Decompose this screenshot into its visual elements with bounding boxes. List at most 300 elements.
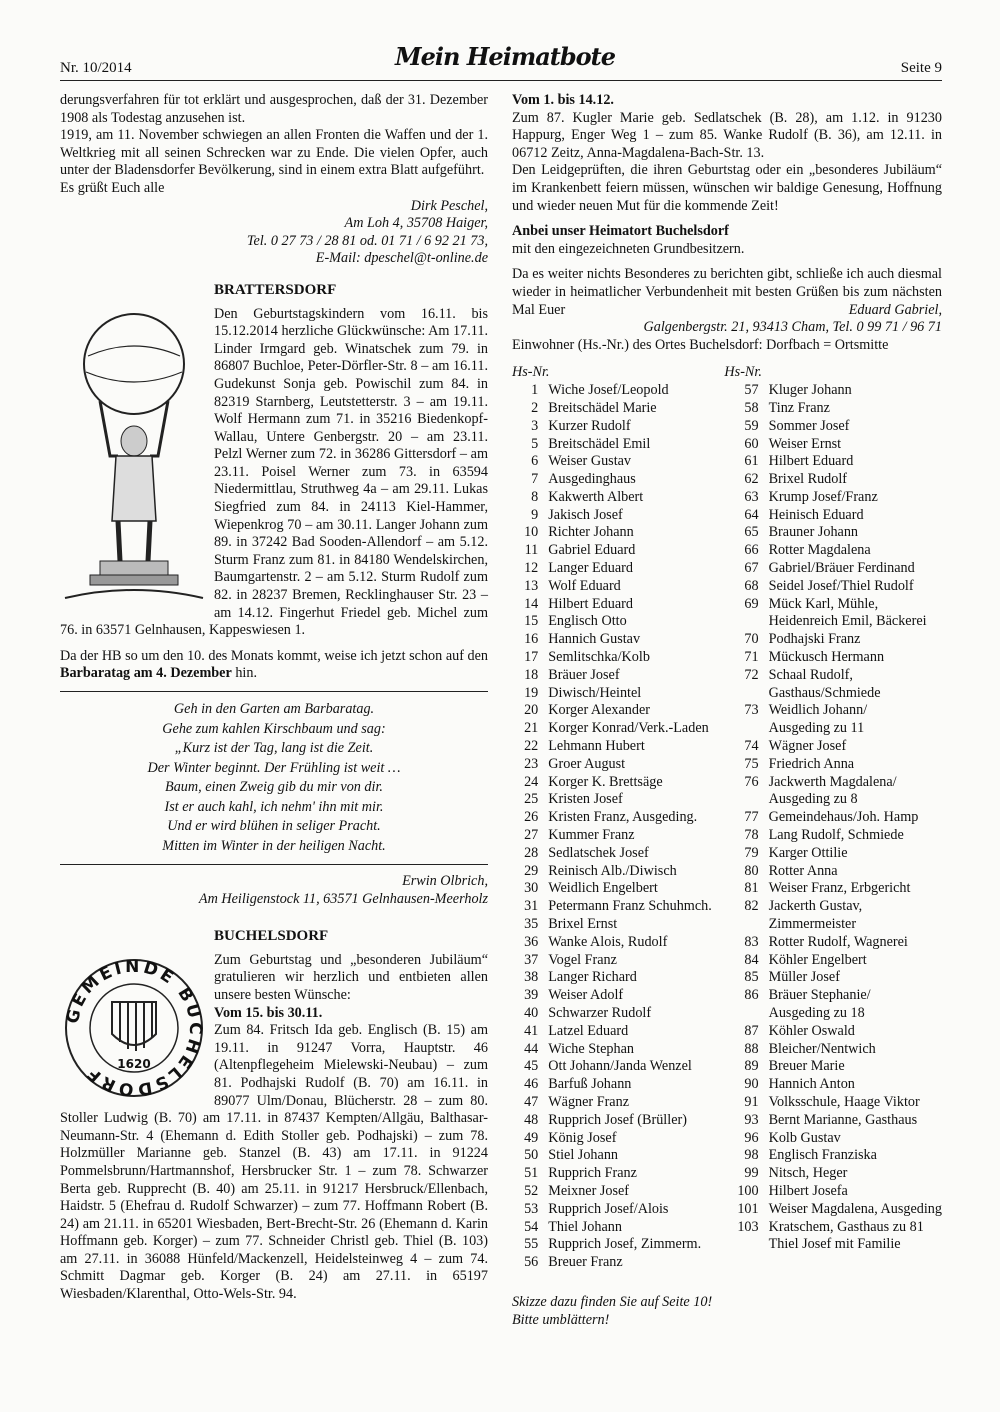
buchelsdorf-range-december: Vom 1. bis 14.12. [512, 92, 614, 108]
house-number-left: 26 [524, 809, 539, 826]
resident-left: Jakisch Josef [548, 506, 623, 523]
table-row [512, 524, 942, 542]
house-number-right: 80 [744, 862, 759, 879]
table-row [512, 809, 942, 827]
house-number-right: 57 [744, 382, 759, 399]
resident-right: Jackwerth Magdalena/ [768, 773, 897, 790]
resident-left: Rupprich Franz [548, 1165, 637, 1182]
resident-right: Schaal Rudolf, [768, 666, 853, 683]
house-number-right [724, 613, 768, 631]
house-number-right: 65 [744, 524, 759, 541]
resident-left: König Josef [548, 1129, 617, 1146]
resident-right: Kolb Gustav [768, 1129, 841, 1146]
resident-left: Kummer Franz [548, 827, 635, 844]
table-row [512, 489, 942, 507]
resident-left: Lehmann Hubert [548, 738, 645, 755]
table-row [512, 1147, 942, 1165]
house-number-right: 60 [744, 435, 759, 452]
house-number-left: 3 [531, 417, 539, 434]
poem-line: Geh in den Garten am Barbaratag. [173, 701, 375, 717]
house-number-left: 27 [524, 827, 539, 844]
house-number-right: 73 [744, 702, 759, 719]
house-number-left: 29 [524, 862, 539, 879]
house-number-right: 66 [744, 542, 759, 559]
house-number-right [724, 720, 768, 738]
table-row [512, 916, 942, 934]
house-number-left: 48 [524, 1111, 539, 1128]
house-number-right: 58 [744, 399, 759, 416]
resident-right: Podhajski Franz [768, 631, 861, 648]
resident-right: Weiser Magdalena, Ausgeding [768, 1200, 942, 1217]
resident-right: Brauner Johann [768, 524, 859, 541]
house-number-left: 53 [524, 1200, 539, 1217]
resident-right: Gasthaus/Schmiede [768, 684, 881, 701]
house-number-left: 1 [531, 382, 539, 399]
signature-phone: Tel. 0 27 73 / 28 81 od. 01 71 / 6 92 21 73, [246, 232, 488, 249]
issue-number: Nr. 10/2014 [60, 60, 132, 76]
house-number-right: 63 [744, 488, 759, 505]
table-row [512, 952, 942, 970]
house-number-left: 51 [524, 1165, 539, 1182]
house-number-header-right: Hs-Nr. [724, 364, 762, 381]
house-number-left: 21 [524, 720, 539, 737]
footer-sketch-note: Skizze dazu finden Sie auf Seite 10! [512, 1293, 713, 1310]
house-number-right [724, 1005, 768, 1023]
resident-right: Lang Rudolf, Schmiede [768, 827, 904, 844]
house-number-right: 98 [744, 1147, 759, 1164]
house-number-right: 78 [744, 827, 759, 844]
resident-right: Krump Josef/Franz [768, 488, 878, 505]
table-row [512, 436, 942, 454]
resident-left: Wiche Stephan [548, 1040, 634, 1057]
house-number-left: 50 [524, 1147, 539, 1164]
house-number-right: 76 [744, 773, 759, 790]
resident-left: Kristen Franz, Ausgeding. [548, 809, 698, 826]
resident-left: Wiche Josef/Leopold [548, 382, 669, 399]
resident-left: Ott Johann/Janda Wenzel [548, 1058, 692, 1075]
house-number-right: 62 [744, 471, 759, 488]
house-number-right: 86 [744, 987, 759, 1004]
resident-left: Breitschädel Marie [548, 399, 657, 416]
house-number-left: 28 [524, 844, 539, 861]
resident-left: Reinisch Alb./Diwisch [548, 862, 677, 879]
left-column [60, 92, 488, 1304]
resident-right: Sommer Josef [768, 417, 850, 434]
house-number-right [724, 791, 768, 809]
table-row [512, 542, 942, 560]
resident-left: Weidlich Engelbert [548, 880, 658, 897]
resident-right: Ausgeding zu 11 [768, 720, 865, 737]
resident-right: Weiser Franz, Erbgericht [768, 880, 911, 897]
resident-right: Hannich Anton [768, 1076, 855, 1093]
table-row [512, 898, 942, 916]
house-number-right: 82 [744, 898, 759, 915]
intro-paragraph-1: derungsverfahren für tot erklärt und ausgesprochen, daß der 31. Dezember 1908 als Todestag anzusehen ist. [60, 92, 488, 126]
resident-right: Köhler Oswald [768, 1022, 855, 1039]
table-row [512, 1254, 942, 1272]
table-row [512, 774, 942, 792]
house-number-left: 40 [524, 1005, 539, 1021]
poem-line: Der Winter beginnt. Der Frühling ist weit … [147, 759, 401, 776]
closing-signature: Eduard Gabriel, [848, 301, 942, 318]
barbara-notice [60, 648, 488, 683]
table-row [512, 720, 942, 738]
resident-left: Meixner Josef [548, 1182, 630, 1199]
table-row [512, 631, 942, 649]
resident-left: Langer Eduard [548, 560, 633, 577]
house-number-left: 10 [524, 524, 539, 541]
house-number-left: 13 [524, 577, 539, 594]
table-row [512, 987, 942, 1005]
house-number-right: 59 [744, 417, 759, 434]
resident-right: Mück Karl, Mühle, [768, 595, 879, 612]
resident-right: Englisch Franziska [768, 1147, 877, 1164]
closing-paragraph [512, 266, 942, 319]
house-number-left: 35 [524, 916, 539, 933]
house-number-left: 11 [524, 542, 539, 559]
resident-right: Heidenreich Emil, Bäckerei [768, 613, 927, 630]
closing-text: Da es weiter nichts Besonderes zu berichten gibt, schließe ich auch diesmal wieder in heimatlicher Verbundenheit mit besten Grüßen bis zum nächsten Mal Euer [512, 266, 942, 318]
house-number-right: 93 [744, 1111, 759, 1128]
svg-text:Mein Heimatbote: Mein Heimatbote [395, 42, 615, 71]
section-heading-buchelsdorf: BUCHELSDORF [214, 928, 329, 945]
resident-left: Rupprich Josef (Brüller) [548, 1111, 687, 1128]
signature-name: Dirk Peschel, [410, 197, 488, 214]
house-number-left: 25 [524, 791, 539, 808]
table-row [512, 845, 942, 863]
poem-line: Ist er auch kahl, ich nehm' ihn mit mir. [164, 798, 384, 815]
house-number-left: 52 [524, 1182, 539, 1199]
house-number-left: 7 [531, 471, 539, 488]
resident-left: Sedlatschek Josef [548, 844, 649, 861]
table-row [512, 1094, 942, 1112]
resident-left: Petermann Franz Schuhmch. [548, 898, 712, 915]
house-number-right: 77 [744, 809, 759, 826]
house-number-right: 67 [744, 560, 759, 577]
resident-right: Kratschem, Gasthaus zu 81 [768, 1218, 924, 1235]
resident-right: Thiel Josef mit Familie [768, 1236, 901, 1253]
table-row [512, 453, 942, 471]
resident-left: Hannich Gustav [548, 631, 641, 648]
masthead-logo [395, 38, 615, 81]
resident-left: Breuer Franz [548, 1254, 623, 1271]
house-number-right: 61 [744, 453, 759, 470]
house-number-right: 75 [744, 755, 759, 772]
house-number-left: 39 [524, 987, 539, 1004]
house-number-right: 103 [737, 1218, 759, 1235]
resident-left: Diwisch/Heintel [548, 684, 642, 701]
resident-right: Breuer Marie [768, 1058, 845, 1075]
resident-right: Ausgeding zu 18 [768, 1005, 865, 1021]
header-rule [60, 80, 942, 81]
house-number-left: 20 [524, 702, 539, 719]
resident-right: Tinz Franz [768, 399, 830, 416]
table-row [512, 560, 942, 578]
residents-table [512, 364, 942, 1272]
table-row [512, 827, 942, 845]
table-row [512, 418, 942, 436]
resident-right: Weidlich Johann/ [768, 702, 868, 719]
house-number-left: 56 [524, 1254, 539, 1271]
table-row [512, 1023, 942, 1041]
table-row [512, 880, 942, 898]
closing-address: Galgenbergstr. 21, 93413 Cham, Tel. 0 99 71 / 96 71 [643, 319, 942, 336]
poem-line: „Kurz ist der Tag, lang ist die Zeit. [174, 740, 374, 756]
resident-right: Volksschule, Haage Viktor [768, 1093, 920, 1110]
table-row [512, 1041, 942, 1059]
house-number-right: 69 [744, 595, 759, 612]
house-number-left: 6 [531, 453, 539, 470]
resident-right: Nitsch, Heger [768, 1165, 848, 1182]
house-number-right: 87 [744, 1022, 759, 1039]
table-header-row [512, 364, 942, 382]
poem-signature-name: Erwin Olbrich, [402, 873, 488, 889]
resident-left: Hilbert Eduard [548, 595, 633, 612]
resident-left: Vogel Franz [548, 951, 617, 968]
table-row [512, 1183, 942, 1201]
house-number-left: 41 [524, 1022, 539, 1039]
house-number-right: 81 [744, 880, 759, 897]
table-row [512, 969, 942, 987]
house-number-left: 30 [524, 880, 539, 897]
buchelsdorf-birthdays-november: Zum 84. Fritsch Ida geb. Englisch (B. 15) am 19.11. in 91247 Vorra, Hauptstr. 46 (Altenpflegeheim Mielewski-Neubau) – zum 81. Podhajski Rudolf (B. 70) am 16.11. in 89077 Ulm/Donau, Blücherstr. 28 – zum 80. Stoller Ludwig (B. 70) am 17.11. in 87437 Kempten/Allgäu, Balthasar-Neumann-Str. 4 (Ehemann d. Edith Stoller geb. Podhajski) – zum 78. Holzmüller Marianne geb. Stanzel (B. 43) am 17.11. in 91224 Pommelsbrunn/Hartmannshof, Hersbrucker Str. 1 – zum 78. Schwarzer Berta geb. Rupprecht (B. 40) am 25.11. in 91217 Hersbruck/Ellenbach, Haidstr. 5 (Ehefrau d. Rudolf Schwarzer) – zum 77. Hoffmann Robert (B. 24) am 21.11. in 65201 Wiesbaden, Bert-Brecht-Str. 26 (Ehemann d. Karin Hoffmann geb. Korger) – zum 77. Schneider Christl geb. Thiel (B. 103) am 27.11. in 36088 Hünfeld/Mackenzell, Heidelsteinweg 4 – zum 74. Schmitt Dagmar geb. Korger (B. 24) am 27.11. in 65197 Wiesbaden/Klarenthal, Otto-Wels-Str. 94. [60, 1022, 488, 1303]
barbara-post: hin. [231, 665, 258, 682]
poem-line: Und er wird blühen in seliger Pracht. [167, 818, 381, 834]
house-number-left: 15 [524, 613, 539, 630]
house-number-right: 99 [744, 1165, 759, 1182]
resident-right: Weiser Ernst [768, 435, 842, 452]
resident-left: Latzel Eduard [548, 1022, 629, 1039]
house-number-left: 54 [524, 1218, 539, 1235]
house-number-right: 91 [744, 1093, 759, 1110]
resident-left: Langer Richard [548, 969, 637, 986]
house-number-right [724, 916, 768, 934]
table-row [512, 1076, 942, 1094]
resident-left: Kakwerth Albert [548, 488, 644, 505]
resident-right: Bleicher/Nentwich [768, 1040, 876, 1057]
house-number-right: 64 [744, 506, 759, 523]
resident-left: Weiser Adolf [548, 987, 624, 1004]
house-number-right [724, 685, 768, 703]
house-number-left: 14 [524, 595, 539, 612]
house-number-right: 71 [744, 649, 759, 666]
resident-right: Rotter Anna [768, 862, 838, 879]
barbara-poem [60, 700, 488, 856]
table-row [512, 1219, 942, 1237]
table-row [512, 1112, 942, 1130]
resident-left: Groer August [548, 755, 626, 772]
barbara-date: Barbaratag am 4. Dezember [60, 665, 232, 682]
house-number-right [724, 1254, 768, 1272]
map-announcement-heading: Anbei unser Heimatort Buchelsdorf [512, 223, 729, 240]
table-row [512, 1165, 942, 1183]
table-row [512, 578, 942, 596]
table-row [512, 756, 942, 774]
buchelsdorf-birthdays-december: Zum 87. Kugler Marie geb. Sedlatschek (B. 28), am 1.12. in 91230 Happurg, Enger Weg 1 – zum 85. Wanke Rudolf (B. 36), am 12.11. in 06712 Zeitz, Anna-Magdalena-Bach-Str. 13. [512, 109, 942, 161]
resident-left: Kurzer Rudolf [548, 417, 631, 434]
resident-right: Zimmermeister [768, 916, 857, 933]
map-announcement-text: mit den eingezeichneten Grundbesitzern. [512, 240, 745, 257]
resident-left: Rupprich Josef/Alois [548, 1200, 669, 1217]
house-number-left: 17 [524, 649, 539, 666]
house-number-left: 55 [524, 1236, 539, 1253]
resident-right: Gemeindehaus/Joh. Hamp [768, 809, 919, 826]
resident-right: Rotter Magdalena [768, 542, 871, 559]
house-number-left: 12 [524, 560, 539, 577]
house-number-right: 68 [744, 577, 759, 594]
greeting: Es grüßt Euch alle [60, 179, 165, 196]
house-number-right: 101 [737, 1200, 759, 1217]
table-row [512, 791, 942, 809]
house-number-left: 31 [524, 898, 539, 915]
resident-right: Wägner Josef [768, 738, 847, 755]
table-row [512, 1201, 942, 1219]
table-row [512, 685, 942, 703]
house-number-right: 70 [744, 631, 759, 648]
resident-right: Köhler Engelbert [768, 951, 867, 968]
resident-left: Semlitschka/Kolb [548, 649, 650, 666]
house-number-left: 18 [524, 666, 539, 683]
table-row [512, 863, 942, 881]
resident-left: Bräuer Josef [548, 666, 620, 683]
signature-address: Am Loh 4, 35708 Haiger, [344, 215, 488, 232]
resident-right: Hilbert Josefa [768, 1182, 848, 1199]
house-number-right: 85 [744, 969, 759, 986]
resident-right: Heinisch Eduard [768, 506, 864, 523]
poem-rule-top [60, 691, 488, 692]
resident-right: Rotter Rudolf, Wagnerei [768, 933, 908, 950]
house-number-left: 19 [524, 684, 539, 701]
poem-line: Gehe zum kahlen Kirschbaum und sag: [162, 720, 386, 737]
house-number-left: 45 [524, 1058, 539, 1075]
svg-text:GEMEINDE BUCHELSDORF: GEMEINDE BUCHELSDORF [62, 956, 206, 1100]
resident-left: Kristen Josef [548, 791, 623, 808]
resident-right: Bernt Marianne, Gasthaus [768, 1111, 918, 1128]
resident-left: Thiel Johann [548, 1218, 622, 1235]
table-row [512, 1005, 942, 1023]
get-well-wishes: Den Leidgeprüften, die ihren Geburtstag oder ein „besonderes Jubiläum“ im Krankenbett feiern müssen, wünschen wir baldige Genesung, Hoffnung und wieder neuen Mut für die kommende Zeit! [512, 162, 942, 214]
poem-line: Baum, einen Zweig gib du mir von dir. [165, 779, 383, 795]
house-number-right: 96 [744, 1129, 759, 1146]
table-row [512, 471, 942, 489]
resident-left: Wanke Alois, Rudolf [548, 933, 668, 950]
house-number-header-left: Hs-Nr. [512, 364, 550, 381]
brattersdorf-birthdays: Den Geburtstagskindern vom 16.11. bis 15.12.2014 herzliche Glückwünsche: Am 17.11. Linder Irmgard geb. Winatschek zum 79. in 86807 Buchloe, Peter-Dörfler-Str. 8 – am 16.11. Gudekunst Sonja geb. Powischil zum 84. in 82319 Starnberg, Leutstetterstr. 3 – am 19.11. Wolf Hermann zum 71. in 35216 Biedenkopf-Wallau, Untere Genbergstr. 20 – am 23.11. Pelzl Werner zum 72. in 36286 Gittersdorf – am 23.11. Poisel Werner zum 73. in 63594 Niedermittlau, Struthweg 4a – am 29.11. Lukas Siegfried zum 84. in 24113 Kiel-Hammer, Wiepenkrog 70 – am 30.11. Langer Johann zum 89. in 37242 Bad Sooden-Allendorf – am 5.12. Sturm Franz zum 81. in 84180 Wendelskirchen, Baumgartenstr. 2 – am 5.12. Sturm Rudolf zum 82. in 28237 Bremen, Recklinghauser Str. 23 – am 14.12. Fingerhut Friedel geb. Michel zum 76. in 63571 Gelnhausen, Kappeswiesen 1. [60, 305, 488, 639]
house-number-left: 5 [531, 435, 539, 452]
house-number-left: 44 [524, 1040, 539, 1057]
table-row [512, 667, 942, 685]
section-heading-brattersdorf: BRATTERSDORF [214, 281, 337, 298]
poem-line: Mitten im Winter in der heiligen Nacht. [162, 837, 386, 854]
resident-right: Müller Josef [768, 969, 840, 986]
house-number-right: 89 [744, 1058, 759, 1075]
house-number-right: 84 [744, 951, 759, 968]
table-row [512, 596, 942, 614]
house-number-left: 16 [524, 631, 539, 648]
resident-right: Mückusch Hermann [768, 649, 885, 666]
house-number-left: 24 [524, 773, 539, 790]
table-row [512, 738, 942, 756]
resident-left: Brixel Ernst [548, 916, 618, 933]
house-number-right [724, 1236, 768, 1254]
intro-paragraph-2: 1919, am 11. November schwiegen an allen Fronten die Waffen und der 1. Weltkrieg mit all seinen Schrecken war zu Ende. Die vielen Opfer, auch unter der Bladensdorfer Bevölkerung, sind in einem extra Blatt aufgeführt. [60, 127, 488, 179]
house-number-right: 83 [744, 933, 759, 950]
house-number-left: 9 [531, 506, 539, 523]
house-number-left: 38 [524, 969, 539, 986]
table-row [512, 649, 942, 667]
resident-right: Karger Ottilie [768, 844, 848, 861]
resident-right: Friedrich Anna [768, 755, 855, 772]
resident-left: Englisch Otto [548, 613, 627, 630]
municipal-seal-icon [60, 952, 208, 1107]
page-number: Seite 9 [900, 60, 942, 76]
residents-caption: Einwohner (Hs.-Nr.) des Ortes Buchelsdorf: Dorfbach = Ortsmitte [512, 336, 889, 353]
house-number-left: 23 [524, 755, 539, 772]
house-number-left: 37 [524, 951, 539, 968]
table-row [512, 934, 942, 952]
resident-right: Jackerth Gustav, [768, 898, 863, 915]
house-number-left: 49 [524, 1129, 539, 1146]
atlas-statue-illustration [60, 306, 208, 606]
resident-left: Korger Konrad/Verk.-Laden [548, 720, 709, 737]
resident-right: Brixel Rudolf [768, 471, 848, 488]
house-number-left: 22 [524, 738, 539, 755]
footer-turn-page: Bitte umblättern! [512, 1311, 610, 1328]
resident-right [769, 1254, 942, 1272]
buchelsdorf-intro: Zum Geburtstag und „besonderen Jubiläum“ gratulieren wir herzlich und entbieten allen unsere besten Wünsche: [214, 951, 488, 1003]
house-number-right: 72 [744, 666, 759, 683]
resident-right: Seidel Josef/Thiel Rudolf [768, 577, 914, 594]
resident-right: Hilbert Eduard [768, 453, 854, 470]
house-number-right: 74 [744, 738, 759, 755]
table-row [512, 382, 942, 400]
resident-right: Gabriel/Bräuer Ferdinand [768, 560, 915, 577]
resident-left: Korger K. Brettsäge [548, 773, 663, 790]
house-number-right: 90 [744, 1076, 759, 1093]
house-number-left: 2 [531, 399, 539, 416]
table-row [512, 400, 942, 418]
house-number-right: 79 [744, 844, 759, 861]
resident-right: Kluger Johann [768, 382, 852, 399]
resident-left: Richter Johann [548, 524, 634, 541]
house-number-right: 88 [744, 1040, 759, 1057]
table-row [512, 507, 942, 525]
resident-left: Wolf Eduard [548, 577, 621, 594]
poem-signature-address: Am Heiligenstock 11, 63571 Gelnhausen-Meerholz [198, 890, 488, 907]
poem-rule-bottom [60, 864, 488, 865]
house-number-left: 46 [524, 1076, 539, 1093]
buchelsdorf-range-november: Vom 15. bis 30.11. [214, 1004, 323, 1021]
resident-right: Bräuer Stephanie/ [768, 987, 871, 1004]
signature-email: E-Mail: dpeschel@t-online.de [315, 250, 488, 267]
table-row [512, 1130, 942, 1148]
resident-left: Schwarzer Rudolf [548, 1005, 652, 1021]
resident-right: Ausgeding zu 8 [768, 791, 858, 808]
resident-left: Barfuß Johann [548, 1076, 632, 1093]
house-number-left: 8 [531, 488, 539, 505]
barbara-pre: Da der HB so um den 10. des Monats kommt, weise ich jetzt schon auf den [60, 647, 488, 664]
resident-left: Korger Alexander [548, 702, 651, 719]
seal-year: 1620 [117, 1056, 151, 1071]
house-number-right: 100 [737, 1182, 759, 1199]
resident-left: Gabriel Eduard [548, 542, 636, 559]
resident-left: Breitschädel Emil [548, 435, 651, 452]
right-column [512, 92, 942, 1329]
table-row [512, 613, 942, 631]
table-row [512, 702, 942, 720]
resident-left: Weiser Gustav [548, 453, 632, 470]
resident-left: Rupprich Josef, Zimmerm. [548, 1236, 702, 1253]
